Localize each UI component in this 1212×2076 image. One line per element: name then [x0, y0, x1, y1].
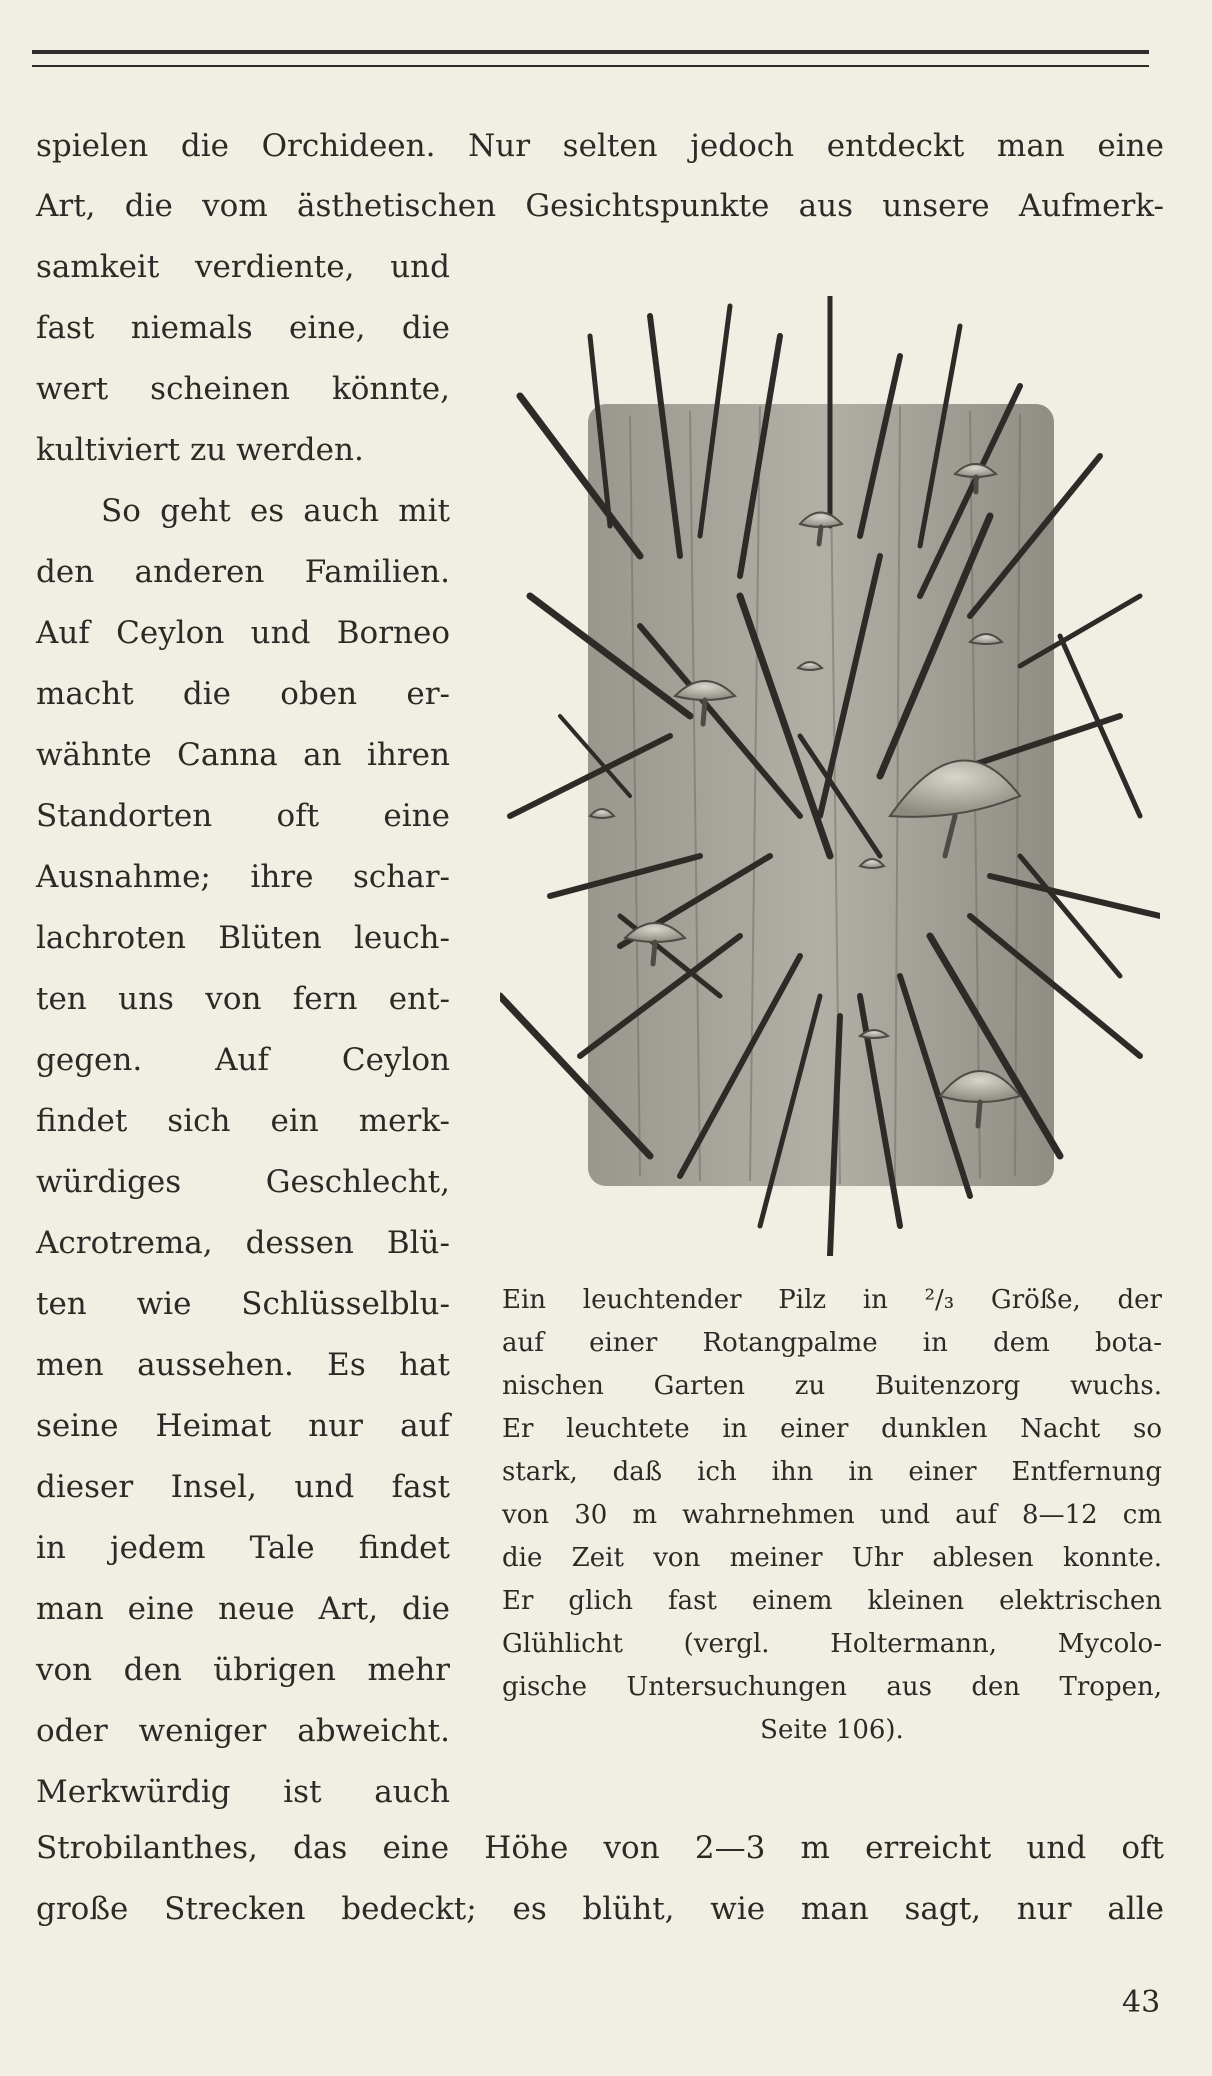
text-line: würdiges Geschlecht, — [36, 1164, 450, 1200]
text-line: dieser Insel, und fast — [36, 1469, 450, 1505]
text-line: in jedem Tale findet — [36, 1530, 450, 1566]
text-line: ten uns von fern ent- — [36, 981, 450, 1017]
text-line: den anderen Familien. — [36, 554, 450, 590]
text-line: ten wie Schlüsselblu- — [36, 1286, 450, 1322]
text-line: findet sich ein merk- — [36, 1103, 450, 1139]
text-line: Auf Ceylon und Borneo — [36, 615, 450, 651]
text-line: Merkwürdig ist auch — [36, 1774, 450, 1810]
figure-caption-line: von 30 m wahrnehmen und auf 8—12 cm — [502, 1500, 1162, 1530]
text-line: Ausnahme; ihre schar- — [36, 859, 450, 895]
text-line: spielen die Orchideen. Nur selten jedoch entdeckt man eine — [36, 128, 1164, 164]
text-line: gegen. Auf Ceylon — [36, 1042, 450, 1078]
text-line: wert scheinen könnte, — [36, 371, 450, 407]
figure-caption-line: stark, daß ich ihn in einer Entfernung — [502, 1457, 1162, 1487]
mushroom-illustration — [500, 296, 1160, 1256]
text-line: Acrotrema, dessen Blü- — [36, 1225, 450, 1261]
header-rule-thick — [32, 50, 1149, 54]
text-line: von den übrigen mehr — [36, 1652, 450, 1688]
text-line: fast niemals eine, die — [36, 310, 450, 346]
text-line: oder weniger abweicht. — [36, 1713, 450, 1749]
page-number: 43 — [1122, 1985, 1161, 2020]
figure-caption-line: Er glich fast einem kleinen elektrischen — [502, 1586, 1162, 1616]
text-line: große Strecken bedeckt; es blüht, wie man sagt, nur alle — [36, 1891, 1164, 1927]
figure-caption-line: Er leuchtete in einer dunklen Nacht so — [502, 1414, 1162, 1444]
text-line: samkeit verdiente, und — [36, 249, 450, 285]
text-line: man eine neue Art, die — [36, 1591, 450, 1627]
text-line: So geht es auch mit — [101, 493, 450, 529]
figure-caption-line: nischen Garten zu Buitenzorg wuchs. — [502, 1371, 1162, 1401]
figure-caption-line: gische Untersuchungen aus den Tropen, — [502, 1672, 1162, 1702]
text-line: seine Heimat nur auf — [36, 1408, 450, 1444]
header-rule-thin — [32, 65, 1149, 67]
text-line: kultiviert zu werden. — [36, 432, 364, 468]
figure-caption-line: Seite 106). — [760, 1715, 904, 1745]
figure-caption-line: auf einer Rotangpalme in dem bota- — [502, 1328, 1162, 1358]
text-line: men aussehen. Es hat — [36, 1347, 450, 1383]
text-line: Art, die vom ästhetischen Gesichtspunkte aus unsere Aufmerk- — [36, 188, 1164, 224]
figure-caption-line: die Zeit von meiner Uhr ablesen konnte. — [502, 1543, 1162, 1573]
text-line: lachroten Blüten leuch- — [36, 920, 450, 956]
figure-caption-line: Glühlicht (vergl. Holtermann, Mycolo- — [502, 1629, 1162, 1659]
text-line: wähnte Canna an ihren — [36, 737, 450, 773]
text-line: Standorten oft eine — [36, 798, 450, 834]
text-line: macht die oben er- — [36, 676, 450, 712]
figure-caption-line: Ein leuchtender Pilz in ²/₃ Größe, der — [502, 1285, 1162, 1315]
text-line: Strobilanthes, das eine Höhe von 2—3 m erreicht und oft — [36, 1830, 1164, 1866]
